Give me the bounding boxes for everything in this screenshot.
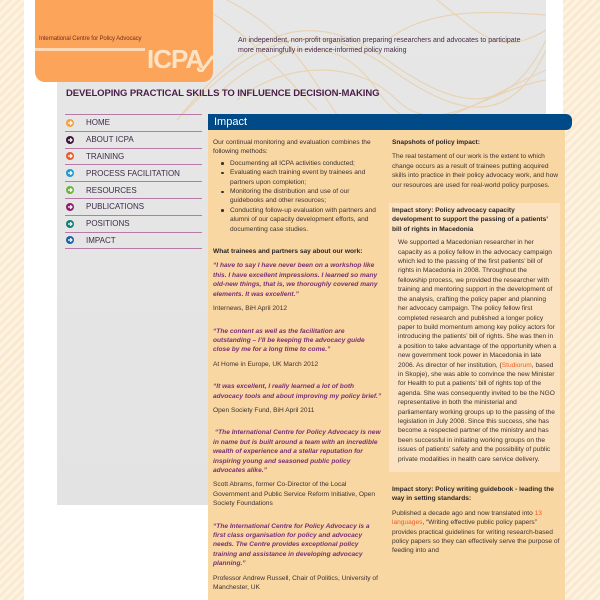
- list-item: Conducting follow-up evaluation with partners and alumni of our capacity development efforts, and documenting case studies.: [219, 206, 383, 234]
- testimonial-source: Internews, BiH April 2012: [213, 305, 288, 313]
- tagline: An independent, non-profit organisation preparing researchers and advocates to participate more meaningfully in evidence-informed policy making: [238, 37, 521, 54]
- nav-item-home[interactable]: [65, 115, 202, 132]
- nav-item-label: IMPACT: [86, 235, 116, 245]
- nav-item-training[interactable]: [65, 149, 202, 166]
- testimonial-quote: “I have to say I have never been on a workshop like this. I have excellent impressions. I learned so many old-new things, that is, we thoroughly covered many elements. It was excellent.”: [213, 262, 378, 298]
- background-stripe-left: [0, 0, 24, 600]
- section-title-bar: [208, 114, 572, 130]
- arrow-right-circle-icon: [66, 152, 74, 160]
- logo-tick-icon: [197, 52, 213, 72]
- list-item: Evaluating each training event by trainees and partners upon completion;: [219, 168, 383, 187]
- languages-link[interactable]: 13 languages: [392, 509, 542, 527]
- methods-list: [219, 159, 383, 234]
- list-item: Documenting all ICPA activities conducted;: [219, 159, 383, 168]
- arrow-right-circle-icon: [66, 169, 74, 177]
- arrow-right-circle-icon: [66, 136, 74, 144]
- arrow-right-circle-icon: [66, 186, 74, 194]
- nav-item-label: PUBLICATIONS: [86, 202, 145, 212]
- impact-story-body: [392, 238, 557, 464]
- nav-item-label: POSITIONS: [86, 219, 130, 229]
- testimonial-source: Scott Abrams, former Co-Director of the Local Government and Public Service Reform Initiative, Open Society Foundations: [213, 481, 375, 508]
- testimonial-source: Open Society Fund, BiH April 2011: [213, 406, 315, 414]
- story-text: Published a decade ago and now translated into: [392, 509, 535, 517]
- right-column: [392, 138, 562, 556]
- nav-item-publications[interactable]: [65, 199, 202, 216]
- logo-mark: ICPA: [147, 44, 204, 74]
- nav-item-label: TRAINING: [86, 151, 125, 161]
- logo-org-name: International Centre for Policy Advocacy: [39, 36, 142, 42]
- testimonials-heading: What trainees and partners say about our work:: [213, 248, 363, 256]
- impact-story-box: [389, 203, 560, 472]
- background-stripe-right: [563, 0, 600, 600]
- nav-item-label: ABOUT ICPA: [86, 135, 134, 145]
- nav-item-positions[interactable]: [65, 216, 202, 233]
- logo-rule: [35, 48, 145, 51]
- arrow-right-circle-icon: [66, 119, 74, 127]
- left-column: [213, 138, 383, 592]
- testimonial-source: Professor Andrew Russell, Chair of Politics, University of Manchester, UK: [213, 574, 378, 592]
- impact-story-body: [392, 509, 562, 556]
- nav-item-process-facilitation[interactable]: [65, 165, 202, 182]
- sidebar-nav: [65, 114, 202, 249]
- arrow-right-circle-icon: [66, 220, 74, 228]
- studiorum-link[interactable]: Studiorum: [501, 361, 532, 369]
- testimonial-quote: “It was excellent, I really learned a lot of both advocacy tools and about improving my policy brief.”: [213, 383, 382, 400]
- section-title: Impact: [214, 116, 248, 128]
- testimonial-source: At Home in Europe, UK March 2012: [213, 360, 319, 368]
- testimonial-quote: “The International Centre for Policy Advocacy is new in name but is built around a team with an incredible wealth of experience and a stellar reputation for inspiring young and seasoned public policy advocates alike.”: [213, 429, 383, 474]
- testimonial-quote: “The International Centre for Policy Advocacy is a first class organisation for policy and advocacy needs. The Centre provides exceptional policy training and assistance in developing advocacy planning.”: [213, 522, 370, 568]
- arrow-right-circle-icon: [66, 236, 74, 244]
- impact-story-heading: Impact story: Policy advocacy capacity development to support the passing of a patients’ bill of rights in Macedonia: [392, 207, 548, 233]
- nav-item-about[interactable]: [65, 132, 202, 149]
- arrow-right-circle-icon: [66, 203, 74, 211]
- story-text: , based in Skopje), she was able to convince the new Minister for Health to put a patients’ bill of rights top of the agenda. She was consequently invited to be the NGO representative in both the ministerial and parliamentary working groups up to the passing of the legislation in July 2008. Since this success, she has become a respected partner of the ministry and has been successful in initiating working groups on the issues of patients’ safety and the possibility of public private modalities in health care service delivery.: [398, 361, 555, 463]
- list-item: Monitoring the distribution and use of our guidebooks and other resources;: [219, 187, 383, 206]
- page-heading: DEVELOPING PRACTICAL SKILLS TO INFLUENCE DECISION-MAKING: [66, 88, 380, 99]
- testimonial-quote: “The content as well as the facilitation are outstanding – I’ll be keeping the advocacy guide close by me for a long time to come.”: [213, 327, 365, 354]
- story-text: , “Writing effective public policy papers” provides practical guidelines for writing research-based policy papers so they can effectively serve the purpose of feeding into and: [392, 519, 560, 555]
- snapshots-text: The real testament of our work is the extent to which change occurs as a result of trainees putting acquired skills into practice in their policy advocacy work, and how our resources are used for real-world policy purposes.: [392, 153, 559, 189]
- nav-item-resources[interactable]: [65, 182, 202, 199]
- nav-item-label: HOME: [86, 118, 110, 128]
- nav-item-impact[interactable]: [65, 233, 202, 250]
- story-text: We supported a Macedonian researcher in her capacity as a policy fellow in the advocacy campaign which led to the passing of the first patients’ bill of rights in Macedonia in 2008. Throughout the fellowship process, we provided the researcher with training and mentoring support in the development of the analysis, crafting the policy paper and planning her advocacy campaign. The policy fellow first completed research and published a longer policy paper to build momentum among key policy actors for introducing the patients’ bill of rights. She was then in a position to take advantage of the opportunity when a new government took power in Macedonia in late 2006. As director of her institution, (: [398, 239, 557, 369]
- nav-item-label: PROCESS FACILITATION: [86, 168, 180, 178]
- nav-item-label: RESOURCES: [86, 185, 137, 195]
- impact-story-heading: Impact story: Policy writing guidebook - leading the way in setting standards:: [392, 486, 554, 503]
- logo[interactable]: [35, 0, 213, 82]
- snapshots-heading: Snapshots of policy impact:: [392, 139, 480, 146]
- methods-intro: Our continual monitoring and evaluation combines the following methods:: [213, 139, 371, 156]
